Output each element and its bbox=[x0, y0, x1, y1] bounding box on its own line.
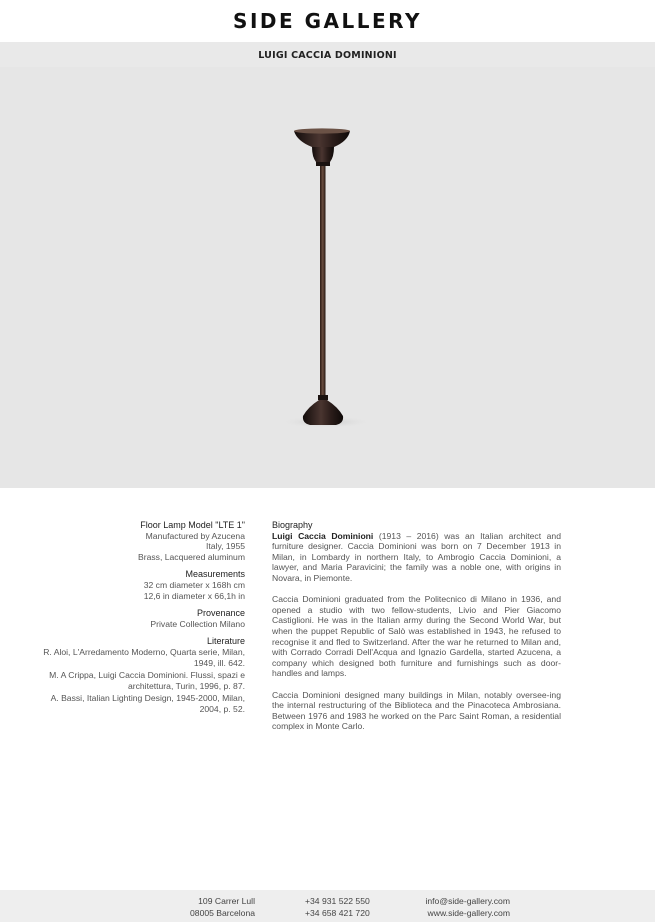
measurements-heading: Measurements bbox=[185, 569, 245, 580]
lamp-base bbox=[303, 400, 343, 425]
measurements-in: 12,6 in diameter x 66,1h in bbox=[143, 590, 245, 601]
floor-lamp-image bbox=[0, 67, 655, 488]
provenance-heading: Provenance bbox=[196, 608, 245, 619]
biography-paragraph bbox=[272, 531, 561, 584]
biography-paragraph: Caccia Dominioni graduated from the Politecnico di Milano in 1936, and opened a studio with two fellow-students, Livio and Pier Giacomo Castiglioni. He was in the Italian army during the Second World War, but when the puppet Republic of Salò was established in 1943, he refused to recognise it and fled to Switzerland. After the war he returned to Milan and, with Corrado Corradi Dell'Acqua and Ignazio Gardella, started Azucena, a company which designed both furniture and furnishings such as door-handles and lamps. bbox=[272, 594, 561, 679]
biography-intro: (1913 – 2016) was an Italian architect and furniture designer. Caccia Dominioni was born on 7 December 1913 in Milan, in Lombardy in northern Italy, to Ambrogio Caccia Dominioni, a lawyer, and Maria Paravicini; the family was a noble one, with origins in Novara, in Piemonte. bbox=[272, 530, 561, 583]
footer-contact bbox=[400, 895, 510, 919]
biography-heading: Biography bbox=[272, 520, 313, 530]
phone-number[interactable]: +34 931 522 550 bbox=[305, 896, 370, 906]
literature-item: M. A Crippa, Luigi Caccia Dominioni. Flussi, spazi e architettura, Turin, 1996, p. 87. bbox=[49, 670, 245, 691]
artwork-details bbox=[40, 520, 245, 717]
biography-paragraph: Caccia Dominioni designed many buildings in Milan, notably oversee-ing the internal restructuring of the Biblioteca and the Pinacoteca Ambrosiana. Between 1976 and 1983 he worked on the Parc Saint Roman, a residential complex in Monte Carlo. bbox=[272, 689, 561, 732]
footer-phones bbox=[305, 895, 415, 919]
provenance: Private Collection Milano bbox=[150, 618, 245, 629]
artist-bar bbox=[0, 42, 655, 67]
literature-item: A. Bassi, Italian Lighting Design, 1945-2000, Milan, 2004, p. 52. bbox=[50, 693, 245, 714]
address-line: 08005 Barcelona bbox=[190, 908, 255, 918]
artist-bold-name: Luigi Caccia Dominioni bbox=[272, 530, 374, 541]
origin: Italy, 1955 bbox=[205, 541, 245, 552]
measurements-cm: 32 cm diameter x 168h cm bbox=[143, 579, 245, 590]
biography bbox=[272, 520, 561, 742]
footer-address bbox=[150, 895, 255, 919]
address-line: 109 Carrer Lull bbox=[198, 896, 255, 906]
lamp-stem bbox=[320, 166, 326, 398]
manufacturer: Manufactured by Azucena bbox=[145, 530, 245, 541]
artist-name: LUIGI CACCIA DOMINIONI bbox=[258, 50, 397, 61]
artwork-title: Floor Lamp Model "LTE 1" bbox=[140, 520, 245, 530]
lamp-neck bbox=[312, 147, 334, 162]
product-photo bbox=[0, 67, 655, 488]
literature-item: R. Aloi, L'Arredamento Moderno, Quarta serie, Milan, 1949, ill. 642. bbox=[43, 646, 245, 668]
phone-number[interactable]: +34 658 421 720 bbox=[305, 908, 370, 918]
website-link[interactable]: www.side-gallery.com bbox=[427, 908, 510, 918]
footer bbox=[0, 890, 655, 922]
materials: Brass, Lacquered aluminum bbox=[138, 551, 245, 562]
brand-logo: SIDE GALLERY bbox=[233, 9, 422, 33]
email-link[interactable]: info@side-gallery.com bbox=[425, 896, 510, 906]
literature-heading: Literature bbox=[206, 636, 245, 647]
